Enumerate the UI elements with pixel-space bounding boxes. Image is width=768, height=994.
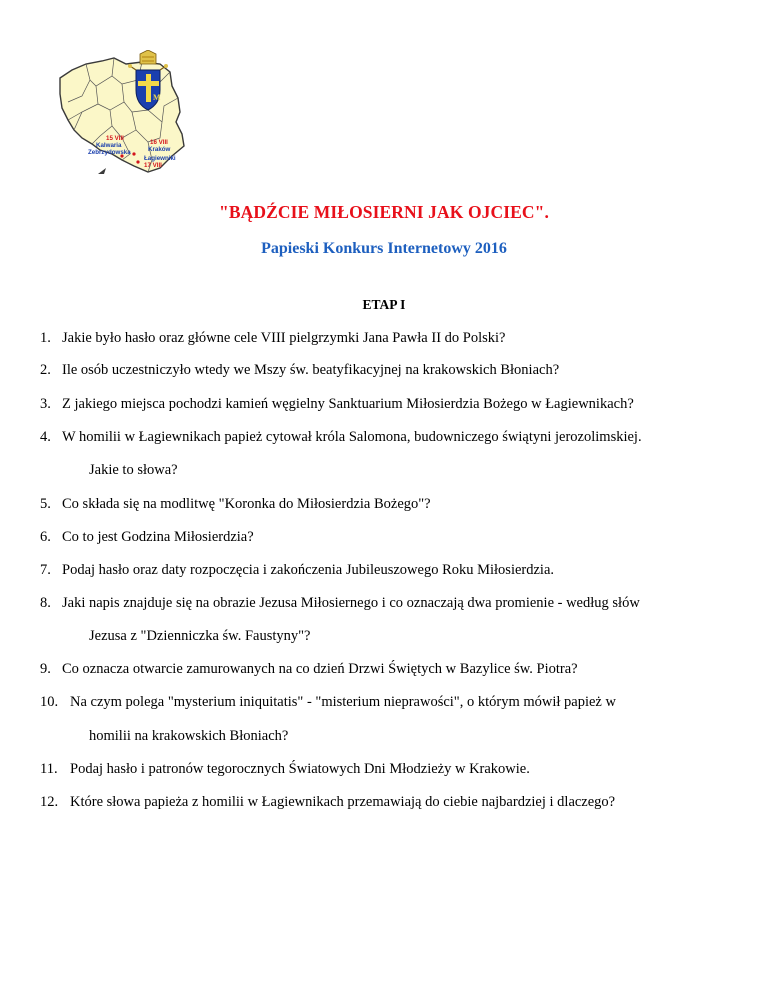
question-number: 1. xyxy=(40,330,51,346)
document-title: "BĄDŹCIE MIŁOSIERNI JAK OJCIEC". xyxy=(219,202,549,222)
question-number: 8. xyxy=(40,595,51,611)
map-label-kalwaria: Kalwaria xyxy=(96,142,122,149)
lagiewniki-marker xyxy=(136,160,139,163)
question-item xyxy=(40,761,740,777)
question-text: W homilii w Łagiewnikach papież cytował króla Salomona, budowniczego świątyni jerozolimskiej. xyxy=(62,429,642,445)
question-number: 9. xyxy=(40,661,51,677)
question-number: 3. xyxy=(40,396,51,412)
question-item xyxy=(40,529,740,545)
document-subtitle: Papieski Konkurs Internetowy 2016 xyxy=(261,240,507,257)
question-text: Podaj hasło i patronów tegorocznych Światowych Dni Młodzieży w Krakowie. xyxy=(70,761,530,777)
question-item xyxy=(40,429,740,445)
question-item xyxy=(40,330,740,346)
question-number: 12. xyxy=(40,794,59,810)
question-item xyxy=(40,694,740,710)
question-number: 5. xyxy=(40,496,51,512)
question-text: Co to jest Godzina Miłosierdzia? xyxy=(62,529,254,545)
question-number: 7. xyxy=(40,562,51,578)
question-item xyxy=(40,496,740,512)
question-continuation: homilii na krakowskich Błoniach? xyxy=(89,728,289,744)
question-number: 4. xyxy=(40,429,51,445)
question-number: 6. xyxy=(40,529,51,545)
question-number: 11. xyxy=(40,761,58,777)
question-item xyxy=(40,362,740,378)
question-continuation: Jezusa z "Dzienniczka św. Faustyny"? xyxy=(89,628,311,644)
krakow-marker xyxy=(132,152,135,155)
question-text: Co składa się na modlitwę "Koronka do Miłosierdzia Bożego"? xyxy=(62,496,431,512)
map-label-krakow: Kraków xyxy=(148,146,171,153)
question-text: Które słowa papieża z homilii w Łagiewnikach przemawiają do ciebie najbardziej i dlaczego? xyxy=(70,794,616,810)
question-item xyxy=(40,661,740,677)
stage-heading: ETAP I xyxy=(362,297,406,312)
map-label-date-1: 15 VIII xyxy=(106,135,124,142)
arrow-icon xyxy=(98,168,106,174)
question-text: Jaki napis znajduje się na obrazie Jezusa Miłosiernego i co oznaczają dwa promienie - według słów xyxy=(62,595,640,611)
svg-text:M: M xyxy=(153,93,161,102)
question-text: Jakie było hasło oraz główne cele VIII pielgrzymki Jana Pawła II do Polski? xyxy=(62,330,506,346)
question-number: 2. xyxy=(40,362,51,378)
question-item xyxy=(40,396,740,412)
pilgrimage-map-logo xyxy=(52,50,192,180)
question-continuation: Jakie to słowa? xyxy=(89,462,178,478)
question-item xyxy=(40,562,740,578)
question-text: Ile osób uczestniczyło wtedy we Mszy św. beatyfikacyjnej na krakowskich Błoniach? xyxy=(62,362,560,378)
question-number: 10. xyxy=(40,694,59,710)
map-label-date-3: 17 VIII xyxy=(144,162,162,169)
question-item xyxy=(40,595,740,611)
question-text: Podaj hasło oraz daty rozpoczęcia i zakończenia Jubileuszowego Roku Miłosierdzia. xyxy=(62,562,555,578)
question-text: Na czym polega "mysterium iniquitatis" - "misterium nieprawości", o którym mówił papież w xyxy=(70,694,616,710)
question-item xyxy=(40,794,740,810)
map-label-zebrzydowska: Zebrzydowska xyxy=(88,149,131,156)
question-text: Z jakiego miejsca pochodzi kamień węgielny Sanktuarium Miłosierdzia Bożego w Łagiewnikach? xyxy=(62,396,634,412)
map-label-lagiewniki: Łagiewniki xyxy=(144,155,176,162)
map-label-date-2: 16 VIII xyxy=(150,139,168,146)
question-text: Co oznacza otwarcie zamurowanych na co dzień Drzwi Świętych w Bazylice św. Piotra? xyxy=(62,661,578,677)
